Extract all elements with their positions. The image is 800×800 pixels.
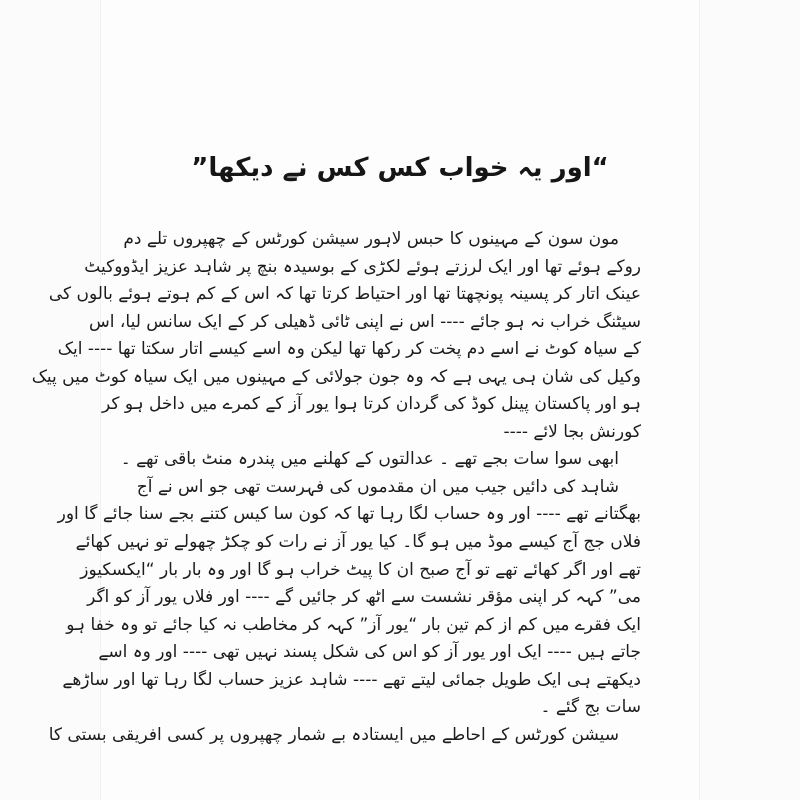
text-line: عینک اتار کر پسینہ پونچھتا تھا اور احتیاط کرتا تھا کہ اس کے کم ہوتے ہوئے بالوں کی <box>48 284 641 305</box>
text-line: سات بج گئے ۔ <box>540 697 641 718</box>
text-line: تھے اور اگر کھائے تھے تو آج صبح ان کا پیٹ خراب ہو گا اور وہ بار بار “ایکسکیوز <box>80 559 641 580</box>
chapter-title: “اور یہ خواب کس کس نے دیکھا” <box>191 153 609 183</box>
text-line: فلاں جج آج کیسے موڈ میں ہو گا۔ کیا یور آز نے رات کو چکڑ چھولے تو نہیں کھائے <box>75 532 641 553</box>
text-line: وکیل کی شان ہی یہی ہے کہ وہ جون جولائی کے مہینوں میں ایک سیاہ کوٹ میں پیک <box>31 366 641 387</box>
text-line: می” کہہ کر اپنی مؤقر نشست سے اٹھ کر جائیں گے ---- اور فلاں یور آز کو اگر <box>87 587 641 608</box>
text-line: جاتے ہیں ---- ایک اور یور آز کو اس کی شکل پسند نہیں تھی ---- اور وہ اسے <box>98 642 641 663</box>
text-line: روکے ہوئے تھا اور ایک لرزتے ہوئے لکڑی کے بوسیدہ بنچ پر شاہد عزیز ایڈووکیٹ <box>84 256 641 277</box>
text-line: مون سون کے مہینوں کا حبس لاہور سیشن کورٹس کے چھپروں تلے دم <box>123 229 619 249</box>
text-line: شاہد کی دائیں جیب میں ان مقدموں کی فہرست تھی جو اس نے آج <box>136 476 619 497</box>
text-line: سیشن کورٹس کے احاطے میں ایستادہ بے شمار چھپروں پر کسی افریقی بستی کا <box>48 724 619 745</box>
text-line: ایک فقرے میں کم از کم تین بار “یور آز” کہہ کر مخاطب نہ کیا جائے تو وہ خفا ہو <box>66 614 641 635</box>
text-line: ہو اور پاکستان پینل کوڈ کی گردان کرتا ہوا یور آز کے کمرے میں داخل ہو کر <box>101 394 641 415</box>
text-line: کے سیاہ کوٹ نے اسے دم پخت کر رکھا تھا لیکن وہ اسے کیسے اتار سکتا تھا ---- ایک <box>57 339 641 360</box>
text-line: دیکھتے ہی ایک طویل جمائی لیتے تھے ---- شاہد عزیز حساب لگا رہا تھا اور ساڑھے <box>62 669 641 690</box>
text-line: سیٹنگ خراب نہ ہو جائے ---- اس نے اپنی ٹائی ڈھیلی کر کے ایک سانس لیا، اس <box>89 311 641 332</box>
text-line: بھگتانے تھے ---- اور وہ حساب لگا رہا تھا کہ کون سا کیس کتنے بجے سنا جائے گا اور <box>57 504 641 525</box>
text-line: کورنش بجا لائے ---- <box>503 421 641 442</box>
text-line: ابھی سوا سات بجے تھے ۔ عدالتوں کے کھلنے میں پندرہ منٹ باقی تھے ۔ <box>120 449 619 470</box>
page-body <box>31 226 641 749</box>
